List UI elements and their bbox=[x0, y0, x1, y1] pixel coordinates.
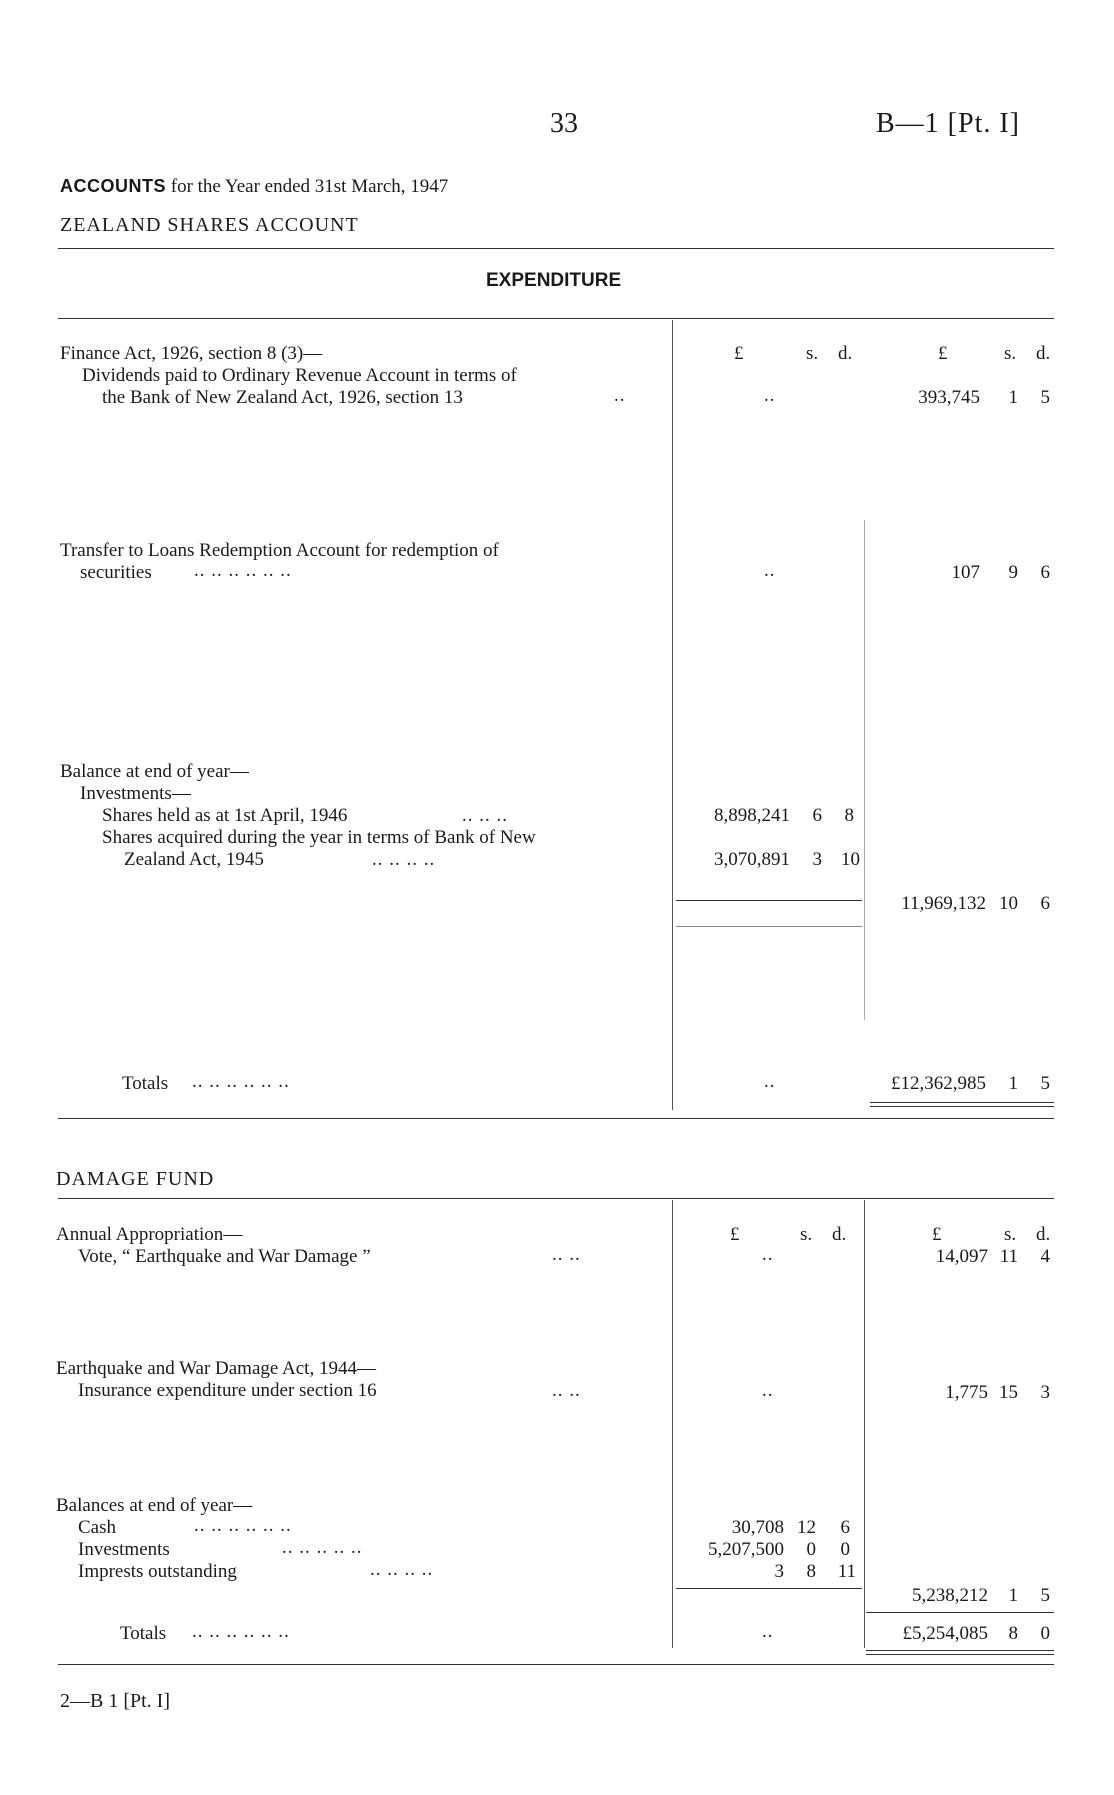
annual-line1: Annual Appropriation— bbox=[56, 1224, 243, 1245]
rule-top bbox=[58, 248, 1054, 249]
balance-line5: Zealand Act, 1945 bbox=[124, 849, 264, 870]
transfer-pound: 107 bbox=[951, 562, 980, 583]
rule-shares-end bbox=[58, 1118, 1054, 1119]
investments-pence: 0 bbox=[840, 1539, 850, 1560]
col-header-shillings: s. bbox=[806, 343, 819, 364]
col-header-pound: £ bbox=[734, 343, 744, 364]
transfer-shillings: 9 bbox=[1008, 562, 1018, 583]
transfer-line2: securities bbox=[80, 562, 152, 583]
balances-investments-dots: .. .. .. .. .. bbox=[282, 1537, 363, 1558]
shares-held-shillings: 6 bbox=[812, 805, 822, 826]
finance-act-mid-dots: .. bbox=[764, 385, 776, 406]
insurance-dots: .. .. bbox=[552, 1380, 581, 1401]
balance-line1: Balance at end of year— bbox=[60, 761, 249, 782]
col-header-pence-total: d. bbox=[1036, 343, 1051, 364]
balances-total-pence: 5 bbox=[1040, 1585, 1050, 1606]
shares-acquired-pence: 10 bbox=[841, 849, 860, 870]
page-number: 33 bbox=[550, 108, 578, 139]
shares-totals-dots: .. .. .. .. .. .. bbox=[192, 1071, 290, 1092]
balance-line3: Shares held as at 1st April, 1946 bbox=[102, 805, 348, 826]
balances-total-pound: 5,238,212 bbox=[912, 1585, 988, 1606]
damage-col-header-pound: £ bbox=[730, 1224, 740, 1245]
accounts-heading-bold: ACCOUNTS bbox=[60, 176, 166, 196]
imprests-pound: 3 bbox=[774, 1561, 784, 1582]
investments-pound: 5,207,500 bbox=[708, 1539, 784, 1560]
balance-total-pence: 6 bbox=[1040, 893, 1050, 914]
damage-fund-title: DAMAGE FUND bbox=[56, 1168, 215, 1190]
accounts-heading bbox=[60, 176, 448, 198]
damage-col-header-shillings-total: s. bbox=[1004, 1224, 1017, 1245]
finance-act-line2: Dividends paid to Ordinary Revenue Account in terms of bbox=[82, 365, 517, 386]
balances-cash-dots: .. .. .. .. .. .. bbox=[194, 1515, 292, 1536]
imprests-pence: 11 bbox=[837, 1561, 856, 1582]
balance-line2: Investments— bbox=[80, 783, 191, 804]
shares-totals-shillings: 1 bbox=[1008, 1073, 1018, 1094]
cash-pound: 30,708 bbox=[731, 1517, 784, 1538]
transfer-pence: 6 bbox=[1040, 562, 1050, 583]
damage-totals-dots: .. .. .. .. .. .. bbox=[192, 1621, 290, 1642]
insurance-mid-dots: .. bbox=[762, 1380, 774, 1401]
annual-mid-dots: .. bbox=[762, 1244, 774, 1265]
account-name: ZEALAND SHARES ACCOUNT bbox=[60, 214, 359, 236]
shares-totals-pence: 5 bbox=[1040, 1073, 1050, 1094]
balance-line3-dots: .. .. .. bbox=[462, 805, 508, 826]
cash-shillings: 12 bbox=[797, 1517, 816, 1538]
damage-totals-shillings: 8 bbox=[1008, 1623, 1018, 1644]
shares-totals-pound: £12,362,985 bbox=[891, 1073, 986, 1094]
col-header-pence: d. bbox=[838, 343, 853, 364]
shares-totals-mid-dots: .. bbox=[764, 1071, 776, 1092]
totals-double-rule-2 bbox=[870, 1106, 1054, 1107]
investments-shillings: 0 bbox=[806, 1539, 816, 1560]
finance-act-line3: the Bank of New Zealand Act, 1926, section 13 bbox=[102, 387, 463, 408]
finance-act-shillings: 1 bbox=[1008, 387, 1018, 408]
damage-totals-mid-dots: .. bbox=[762, 1621, 774, 1642]
column-rule-right bbox=[864, 520, 865, 1020]
balances-imprests-dots: .. .. .. .. bbox=[370, 1559, 434, 1580]
insurance-pence: 3 bbox=[1040, 1382, 1050, 1403]
annual-line2: Vote, “ Earthquake and War Damage ” bbox=[78, 1246, 371, 1267]
damage-subtotal-rule bbox=[676, 1588, 862, 1589]
finance-act-pence: 5 bbox=[1040, 387, 1050, 408]
annual-pence: 4 bbox=[1040, 1246, 1050, 1267]
balances-imprests-label: Imprests outstanding bbox=[78, 1561, 237, 1582]
shares-acquired-shillings: 3 bbox=[812, 849, 822, 870]
damage-double-rule-1 bbox=[866, 1650, 1054, 1651]
damage-col-header-pound-total: £ bbox=[932, 1224, 942, 1245]
report-code: B—1 [Pt. I] bbox=[876, 108, 1020, 139]
column-rule-middle bbox=[672, 320, 673, 1110]
transfer-mid-dots: .. bbox=[764, 560, 776, 581]
rule-damage-end bbox=[58, 1664, 1054, 1665]
finance-act-line1: Finance Act, 1926, section 8 (3)— bbox=[60, 343, 323, 364]
annual-dots: .. .. bbox=[552, 1244, 581, 1265]
accounts-heading-rest: for the Year ended 31st March, 1947 bbox=[170, 176, 449, 197]
cash-pence: 6 bbox=[840, 1517, 850, 1538]
balances-investments-label: Investments bbox=[78, 1539, 170, 1560]
balances-total-shillings: 1 bbox=[1008, 1585, 1018, 1606]
totals-double-rule-1 bbox=[870, 1102, 1054, 1103]
balance-total-shillings: 10 bbox=[999, 893, 1018, 914]
balances-line1: Balances at end of year— bbox=[56, 1495, 253, 1516]
shares-acquired-pound: 3,070,891 bbox=[714, 849, 790, 870]
damage-column-rule-right bbox=[864, 1200, 865, 1648]
transfer-dots: .. .. .. .. .. .. bbox=[194, 560, 292, 581]
shares-held-pence: 8 bbox=[844, 805, 854, 826]
shares-totals-label: Totals bbox=[122, 1073, 169, 1094]
insurance-line2: Insurance expenditure under section 16 bbox=[78, 1380, 377, 1401]
damage-col-header-shillings: s. bbox=[800, 1224, 813, 1245]
footer-code: 2—B 1 [Pt. I] bbox=[60, 1690, 170, 1712]
balance-line4: Shares acquired during the year in terms of Bank of New bbox=[102, 827, 536, 848]
annual-pound: 14,097 bbox=[935, 1246, 988, 1267]
subtotal-rule bbox=[676, 900, 862, 901]
col-header-pound-total: £ bbox=[938, 343, 948, 364]
damage-totals-pound: £5,254,085 bbox=[902, 1623, 988, 1644]
annual-shillings: 11 bbox=[999, 1246, 1018, 1267]
section-heading: EXPENDITURE bbox=[486, 270, 622, 291]
shares-held-pound: 8,898,241 bbox=[714, 805, 790, 826]
balances-cash-label: Cash bbox=[78, 1517, 116, 1538]
finance-act-pound: 393,745 bbox=[918, 387, 980, 408]
damage-totals-pence: 0 bbox=[1040, 1623, 1050, 1644]
col-header-shillings-total: s. bbox=[1004, 343, 1017, 364]
imprests-shillings: 8 bbox=[806, 1561, 816, 1582]
balance-line5-dots: .. .. .. .. bbox=[372, 849, 436, 870]
transfer-line1: Transfer to Loans Redemption Account for redemption of bbox=[60, 540, 499, 561]
damage-double-rule-2 bbox=[866, 1654, 1054, 1655]
insurance-pound: 1,775 bbox=[945, 1382, 988, 1403]
damage-column-rule-middle bbox=[672, 1200, 673, 1648]
insurance-shillings: 15 bbox=[999, 1382, 1018, 1403]
insurance-line1: Earthquake and War Damage Act, 1944— bbox=[56, 1358, 376, 1379]
damage-col-header-pence-total: d. bbox=[1036, 1224, 1051, 1245]
damage-total-rule bbox=[866, 1612, 1054, 1613]
balance-total-pound: 11,969,132 bbox=[901, 893, 986, 914]
damage-col-header-pence: d. bbox=[832, 1224, 847, 1245]
rule-section bbox=[58, 318, 1054, 319]
column-rule-short bbox=[676, 926, 862, 927]
damage-totals-label: Totals bbox=[120, 1623, 167, 1644]
finance-act-dots: .. bbox=[614, 385, 626, 406]
rule-damage-top bbox=[58, 1198, 1054, 1199]
